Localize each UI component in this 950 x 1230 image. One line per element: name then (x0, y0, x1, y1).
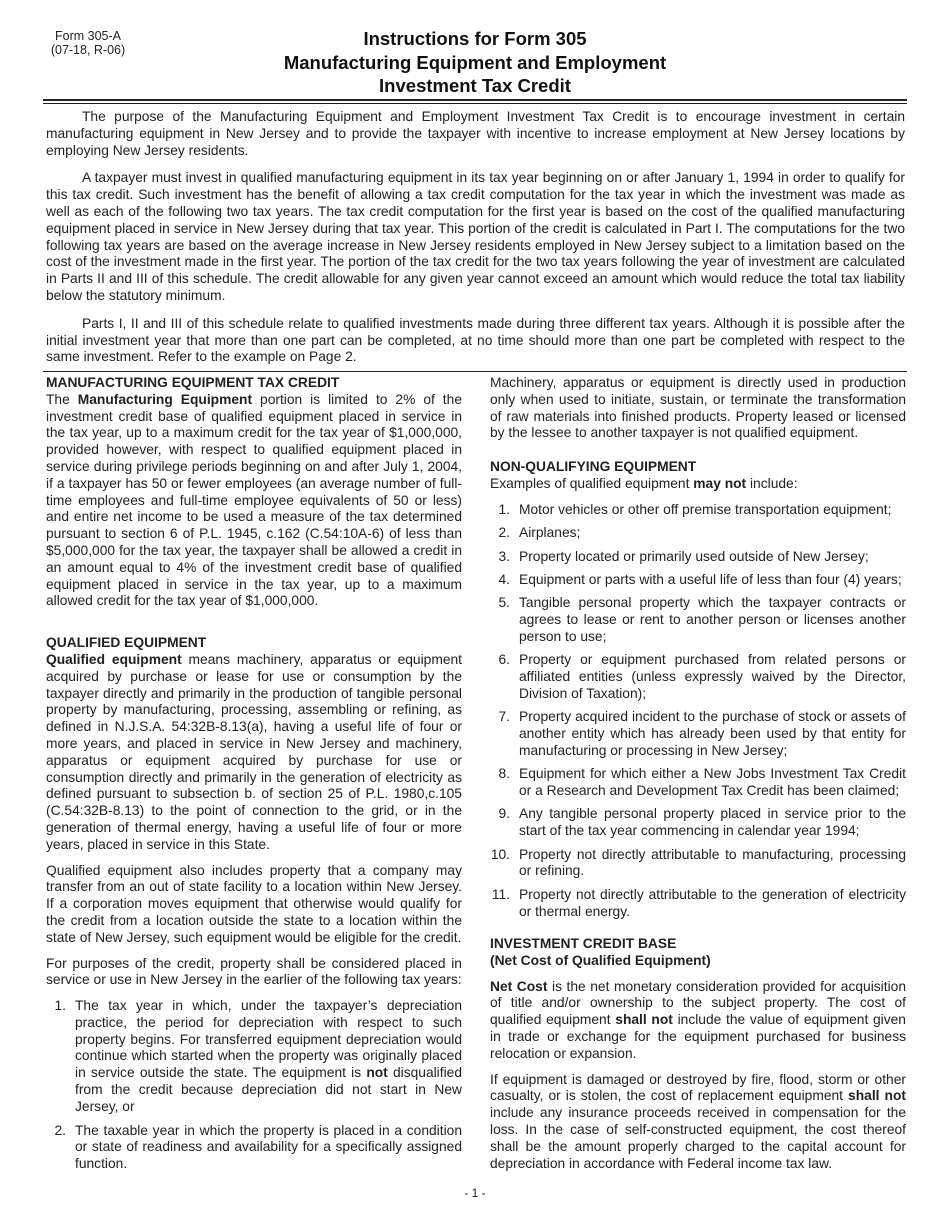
intro-paragraph-1: The purpose of the Manufacturing Equipment and Employment Investment Tax Credit is to encourage investment in certain manufacturing equipment in New Jersey and to provide the taxpayer with incentive to increase employment at New Jersey locations by employing New Jersey residents. (46, 109, 905, 158)
form-id (50, 29, 126, 57)
list-text: Equipment for which either a New Jobs Investment Tax Credit or a Research and Development Tax Credit has been claimed; (519, 766, 906, 799)
spacer (46, 619, 462, 635)
list-text: Property not directly attributable to the generation of electricity or thermal energy. (519, 886, 906, 919)
qualified-heading: QUALIFIED EQUIPMENT (46, 635, 207, 651)
base-paragraph-1 (490, 979, 906, 1063)
form-revision: (07-18, R-06) (50, 43, 126, 57)
header-rule-thick (43, 99, 907, 101)
base-heading: INVESTMENT CREDIT BASE (490, 936, 677, 952)
list-item (490, 709, 906, 759)
list-number: 9. (498, 806, 510, 822)
list-number: 1. (498, 501, 510, 517)
placed-in-service-list (46, 998, 462, 1173)
mfg-credit-paragraph (46, 392, 462, 610)
title-line-1: Instructions for Form 305 (363, 28, 587, 49)
mfg-credit-heading: MANUFACTURING EQUIPMENT TAX CREDIT (46, 375, 340, 390)
list-item (490, 549, 906, 566)
list-text: Motor vehicles or other off premise transportation equipment; (519, 501, 892, 517)
spacer (490, 927, 906, 936)
list-text: Airplanes; (519, 525, 581, 541)
list-item (46, 998, 462, 1116)
list-text: Equipment or parts with a useful life of less than four (4) years; (519, 571, 902, 587)
list-item (490, 652, 906, 702)
mfg-rest: portion is limited to 2% of the investment credit base of qualified equipment placed in service in the tax year, up to a maximum credit for the tax year of $1,000,000, provided however, with respect to qualified equipment placed in service during privilege periods beginning on and after July 1, 2004, if a taxpayer has 50 or fewer employees (an average number of full-time employees and full-time employee equivalents of 50 or less) and entire net income to be used a measure of the tax determined pursuant to section 6 of P.L. 1945, c.162 (C.54:10A-6) of less than $5,000,000 for the tax year, the taxpayer shall be allowed a credit in an amount equal to 4% of the investment credit base of qualified equipment placed in service in the tax year, up to a maximum allowed credit for the tax year of $1,000,000. (46, 391, 462, 609)
list-item (490, 525, 906, 542)
list-item (490, 766, 906, 800)
list-item (490, 806, 906, 840)
list-text: Property or equipment purchased from related persons or affiliated entities (unless expressly waived by the Director, Division of Taxation); (519, 652, 906, 701)
item2-text: The taxable year in which the property is placed in a condition or state of readiness and availability for a specifically assigned function. (75, 1122, 462, 1172)
item1-bold: not (366, 1065, 388, 1081)
shall-not-bold: shall not (848, 1088, 906, 1104)
direct-use-paragraph: Machinery, apparatus or equipment is directly used in production only when used to initiate, sustain, or terminate the transformation of raw materials into finished products. Property leased or licensed by the lessee to another taxpayer is not qualified equipment. (490, 375, 906, 441)
list-number: 4. (498, 571, 510, 587)
qualified-paragraph-2: Qualified equipment also includes property that a company may transfer from an out of state facility to a location within New Jersey. If a corporation moves equipment that otherwise would qualify for the credit from a location outside the state to a location within the state of New Jersey, such equipment would be eligible for the credit. (46, 862, 462, 945)
list-number: 2. (54, 1122, 66, 1138)
list-text: Property not directly attributable to manufacturing, processing or refining. (519, 846, 906, 879)
nonqual-lead (490, 476, 906, 493)
item1-text-a: The tax year in which, under the taxpayer’s depreciation practice, the period for depreciation with respect to such property begins. For transferred equipment depreciation would continue which started when the property was originally placed in service outside the state. The equipment is (75, 998, 462, 1081)
list-item (46, 1123, 462, 1173)
list-text: Property acquired incident to the purchase of stock or assets of another entity which has already been used by that entity for manufacturing or processing in New Jersey; (519, 709, 906, 758)
qualified-paragraph-1 (46, 652, 462, 854)
list-text: Property located or primarily used outside of New Jersey; (519, 548, 869, 564)
right-column (490, 375, 906, 1181)
list-number: 2. (498, 525, 510, 541)
title-line-2: Manufacturing Equipment and Employment (283, 51, 667, 73)
page-number: - 1 - (464, 1186, 486, 1200)
base-p2-a: If equipment is damaged or destroyed by fire, flood, storm or other casualty, or is stolen, the cost of replacement equipment (490, 1071, 906, 1104)
list-number: 3. (498, 548, 510, 564)
list-number: 5. (498, 595, 510, 611)
nonqual-tail: include: (746, 475, 798, 491)
qualified-rest: means machinery, apparatus or equipment acquired by purchase or lease for use or consumption by the taxpayer directly and primarily in the production of tangible personal property by manufacturing, processing, assembling or refining, as defined in N.J.S.A. 54:32B-8.13(a), having a useful life of four or more years, and placed in service in New Jersey and machinery, apparatus or equipment acquired by purchase for use or consumption directly and primarily in the generation of electricity as defined pursuant to subsection b. of section 25 of P.L. 1980,c.105 (C.54:32B-8.13) to the point of connection to the grid, or in the generation of thermal energy, having a useful life of four or more years, placed in service in this State. (46, 651, 462, 852)
list-item (490, 595, 906, 645)
nonqual-heading: NON-QUALIFYING EQUIPMENT (490, 459, 697, 475)
intro-paragraph-2: A taxpayer must invest in qualified manufacturing equipment in its tax year beginning on or after January 1, 1994 in order to qualify for this tax credit. Such investment has the benefit of allowing a tax credit computation for the tax year in which the investment was made as well as each of the following two tax years. The tax credit computation for the first year is based on the cost of the qualified manufacturing equipment placed in service in New Jersey during that tax year. This portion of the credit is calculated in Part I. The computations for the two following tax years are based on the average increase in New Jersey residents employed in New Jersey subject to a limitation based on the cost of the investment made in the first year. The portion of the tax credit for the two tax years following the year of investment are calculated in Parts II and III of this schedule. The credit allowable for any given year cannot exceed an amount which would reduce the total tax liability below the statutory minimum. (46, 170, 905, 303)
list-item (490, 887, 906, 921)
nonqual-lead-text: Examples of qualified equipment (490, 475, 694, 491)
qualified-bold: Qualified equipment (46, 651, 182, 667)
base-paragraph-2 (490, 1072, 906, 1173)
nonqual-bold: may not (693, 475, 747, 491)
list-text: Tangible personal property which the taxpayer contracts or agrees to lease or rent to another person or licenses another person to use; (519, 595, 906, 644)
nonqual-list (490, 502, 906, 921)
list-item (490, 572, 906, 589)
intro-section (46, 109, 905, 377)
qualified-paragraph-3: For purposes of the credit, property shall be considered placed in service or use in New Jersey in the earlier of the following tax years: (46, 955, 462, 988)
mfg-bold: Manufacturing Equipment (77, 391, 253, 407)
left-column (46, 375, 462, 1180)
shall-not-bold: shall not (615, 1012, 673, 1028)
list-number: 8. (498, 766, 510, 782)
base-subheading: (Net Cost of Qualified Equipment) (490, 952, 711, 968)
header-rule-thin (43, 103, 907, 104)
base-p1-b: include the value of equipment given in trade or exchange for the equipment purchased for business relocation or expansion. (490, 1012, 906, 1061)
list-item (490, 502, 906, 519)
page-title (200, 27, 750, 98)
list-number: 6. (498, 652, 510, 668)
intro-paragraph-3: Parts I, II and III of this schedule relate to qualified investments made during three different tax years. Although it is possible after the initial investment year that more than one part can be completed, at no time should more than one part be completed with respect to the same investment. Refer to the example on Page 2. (46, 315, 905, 365)
base-p2-b: include any insurance proceeds received in compensation for the loss. In the case of self-constructed equipment, the cost thereof shall be the amount properly charged to the capital account for depreciation in accordance with Federal income tax law. (490, 1105, 906, 1171)
list-item (490, 847, 906, 881)
section-divider (43, 371, 907, 372)
list-number: 1. (54, 998, 66, 1014)
list-text: Any tangible personal property placed in service prior to the start of the tax year commencing in calendar year 1994; (519, 806, 906, 839)
net-cost-bold: Net Cost (490, 978, 548, 994)
list-number: 11. (491, 886, 510, 902)
form-number: Form 305-A (55, 29, 121, 43)
list-number: 7. (498, 709, 510, 725)
list-number: 10. (490, 846, 510, 862)
mfg-lead: The (46, 391, 78, 407)
item1-text-b: disqualified from the credit because depreciation did not start in New Jersey, or (75, 1065, 462, 1114)
spacer (490, 451, 906, 459)
base-p1-a: is the net monetary consideration provided for acquisition of title and/or ownership to the subject property. The cost of qualified equipment (490, 978, 906, 1028)
title-line-3: Investment Tax Credit (379, 75, 571, 96)
